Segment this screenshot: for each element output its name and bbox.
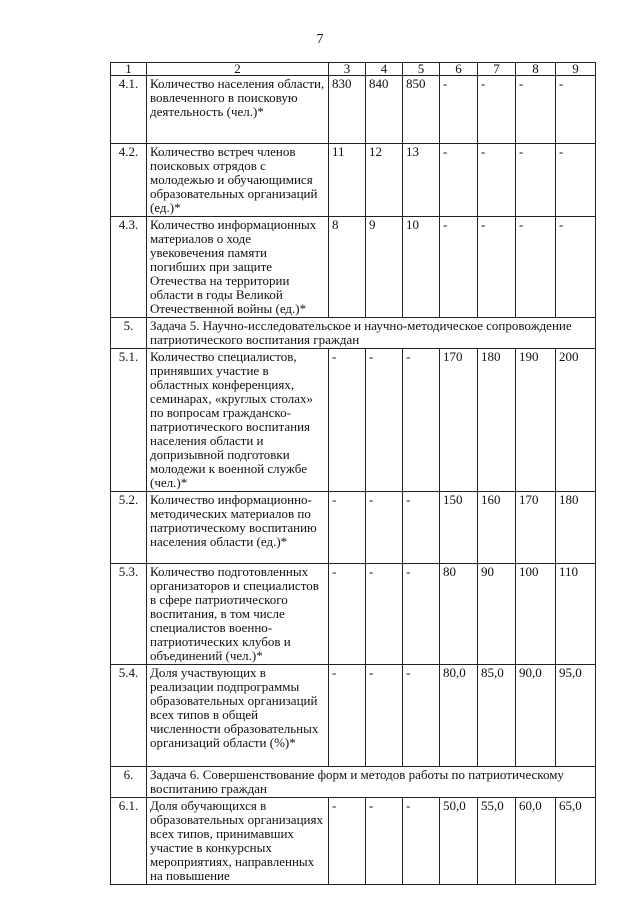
indicator-value: - xyxy=(329,665,366,767)
indicator-value: - xyxy=(478,76,516,144)
indicator-value: - xyxy=(366,564,403,665)
column-number: 8 xyxy=(516,63,556,76)
indicator-value: - xyxy=(366,665,403,767)
row-number: 4.3. xyxy=(111,217,147,318)
indicator-name: Доля обучающихся в образовательных организациях всех типов, принимавших участие в конкурсных мероприятиях, направленных на повышение xyxy=(147,798,329,885)
indicator-value: 150 xyxy=(440,492,478,564)
indicator-name: Количество подготовленных организаторов и специалистов в сфере патриотического воспитания, в том числе специалистов военно-патриотических клубов и объединений (чел.)* xyxy=(147,564,329,665)
task-title: Задача 5. Научно-исследовательское и научно-методическое сопровождение патриотического воспитания граждан xyxy=(147,318,596,349)
indicator-value: - xyxy=(440,76,478,144)
task-row xyxy=(111,318,596,349)
indicator-value: 80 xyxy=(440,564,478,665)
column-number: 3 xyxy=(329,63,366,76)
indicator-value: 13 xyxy=(403,144,440,217)
indicator-value: 11 xyxy=(329,144,366,217)
table-row xyxy=(111,665,596,767)
indicator-name: Количество информационных материалов о ходе увековечения памяти погибших при защите Отечества на территории области в годы Великой Отечественной войны (ед.)* xyxy=(147,217,329,318)
indicator-value: - xyxy=(329,349,366,492)
indicator-value: - xyxy=(366,798,403,885)
indicator-value: 110 xyxy=(556,564,596,665)
indicator-name: Доля участвующих в реализации подпрограммы образовательных организаций всех типов в общей численности образовательных организаций области (%)* xyxy=(147,665,329,767)
indicator-name: Количество встреч членов поисковых отрядов с молодежью и обучающимися образовательных организаций (ед.)* xyxy=(147,144,329,217)
indicator-value: - xyxy=(516,217,556,318)
table-row xyxy=(111,492,596,564)
indicator-value: 180 xyxy=(556,492,596,564)
indicator-value: - xyxy=(556,217,596,318)
column-number: 9 xyxy=(556,63,596,76)
indicator-value: - xyxy=(403,665,440,767)
indicator-value: - xyxy=(556,76,596,144)
indicator-value: 9 xyxy=(366,217,403,318)
indicator-value: 85,0 xyxy=(478,665,516,767)
indicator-value: - xyxy=(478,217,516,318)
indicator-value: - xyxy=(403,798,440,885)
indicator-value: 90 xyxy=(478,564,516,665)
indicator-value: - xyxy=(478,144,516,217)
indicator-value: 65,0 xyxy=(556,798,596,885)
column-number: 7 xyxy=(478,63,516,76)
indicator-value: 100 xyxy=(516,564,556,665)
column-number: 4 xyxy=(366,63,403,76)
table-row xyxy=(111,144,596,217)
row-number: 6.1. xyxy=(111,798,147,885)
indicator-name: Количество населения области, вовлеченного в поисковую деятельность (чел.)* xyxy=(147,76,329,144)
indicator-value: - xyxy=(440,144,478,217)
row-number: 5.1. xyxy=(111,349,147,492)
table-row xyxy=(111,76,596,144)
row-number: 6. xyxy=(111,767,147,798)
indicator-value: 180 xyxy=(478,349,516,492)
indicator-value: 840 xyxy=(366,76,403,144)
indicator-value: - xyxy=(366,492,403,564)
indicator-value: 55,0 xyxy=(478,798,516,885)
row-number: 4.2. xyxy=(111,144,147,217)
indicator-value: 12 xyxy=(366,144,403,217)
indicator-value: - xyxy=(329,798,366,885)
indicator-value: 95,0 xyxy=(556,665,596,767)
indicator-name: Количество специалистов, принявших участие в областных конференциях, семинарах, «круглых столах» по вопросам гражданско-патриотического воспитания населения области и допризывной подготовки молодежи к военной службе (чел.)* xyxy=(147,349,329,492)
row-number: 5. xyxy=(111,318,147,349)
indicator-value: - xyxy=(329,564,366,665)
indicator-value: 200 xyxy=(556,349,596,492)
table-row xyxy=(111,798,596,885)
task-row xyxy=(111,767,596,798)
indicator-value: 160 xyxy=(478,492,516,564)
indicator-value: 60,0 xyxy=(516,798,556,885)
row-number: 5.3. xyxy=(111,564,147,665)
indicator-value: 830 xyxy=(329,76,366,144)
column-number: 2 xyxy=(147,63,329,76)
indicator-value: 170 xyxy=(440,349,478,492)
indicator-value: 850 xyxy=(403,76,440,144)
indicator-value: - xyxy=(403,564,440,665)
indicator-value: 10 xyxy=(403,217,440,318)
table-row xyxy=(111,349,596,492)
column-number-row xyxy=(111,63,596,76)
indicator-value: 90,0 xyxy=(516,665,556,767)
column-number: 1 xyxy=(111,63,147,76)
row-number: 4.1. xyxy=(111,76,147,144)
indicator-value: 8 xyxy=(329,217,366,318)
table-row xyxy=(111,564,596,665)
indicator-name: Количество информационно-методических материалов по патриотическому воспитанию населения области (ед.)* xyxy=(147,492,329,564)
indicator-value: - xyxy=(556,144,596,217)
indicator-value: 80,0 xyxy=(440,665,478,767)
column-number: 6 xyxy=(440,63,478,76)
indicator-value: - xyxy=(403,349,440,492)
indicator-value: - xyxy=(403,492,440,564)
indicator-value: 50,0 xyxy=(440,798,478,885)
indicator-value: - xyxy=(516,144,556,217)
table-row xyxy=(111,217,596,318)
row-number: 5.4. xyxy=(111,665,147,767)
indicator-value: - xyxy=(440,217,478,318)
indicator-value: - xyxy=(516,76,556,144)
indicator-value: 190 xyxy=(516,349,556,492)
indicator-value: - xyxy=(329,492,366,564)
task-title: Задача 6. Совершенствование форм и методов работы по патриотическому воспитанию граждан xyxy=(147,767,596,798)
indicators-table xyxy=(110,62,596,885)
row-number: 5.2. xyxy=(111,492,147,564)
indicator-value: - xyxy=(366,349,403,492)
indicator-value: 170 xyxy=(516,492,556,564)
table-body xyxy=(111,63,596,885)
column-number: 5 xyxy=(403,63,440,76)
page-number: 7 xyxy=(316,32,324,47)
